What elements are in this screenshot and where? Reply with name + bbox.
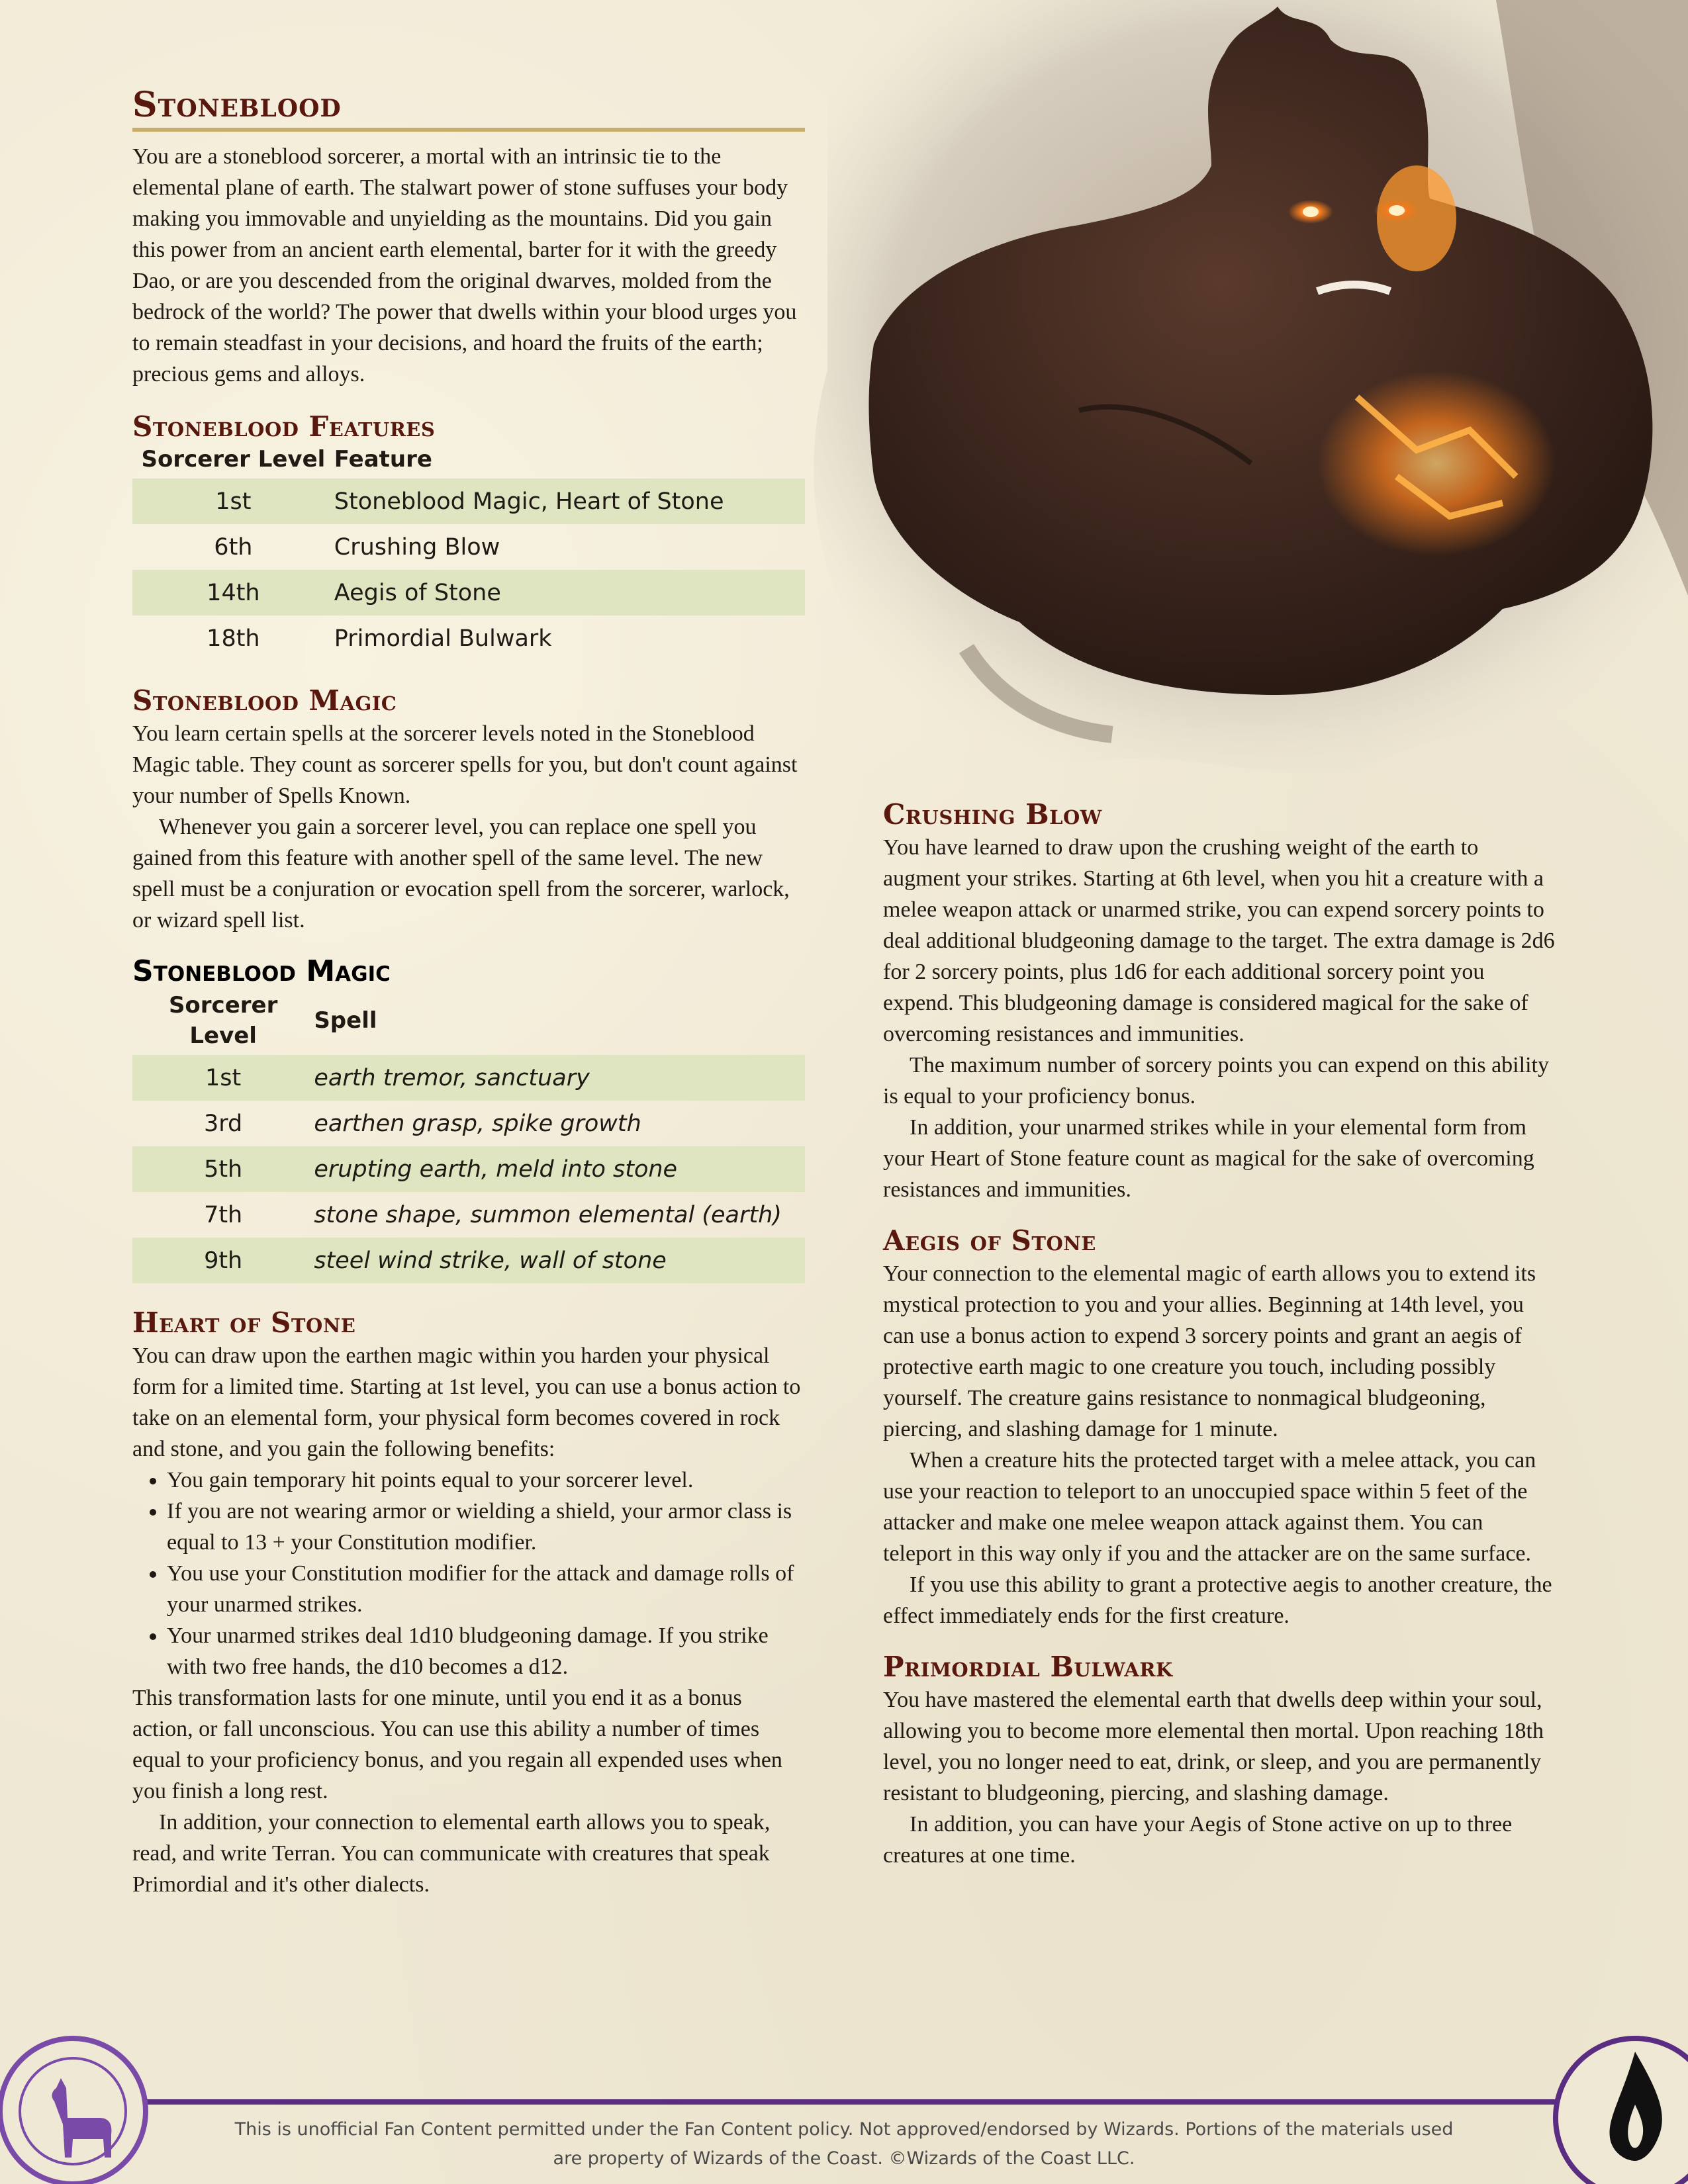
table-row — [132, 524, 805, 570]
page-title: Stoneblood — [132, 85, 342, 125]
footer-line-2: are property of Wizards of the Coast. ©Wizards of the Coast LLC. — [553, 2148, 1135, 2169]
features-col-level: Sorcerer Level — [141, 446, 326, 473]
list-item: • You use your Constitution modifier for the attack and damage rolls of your unarmed strikes. — [167, 1558, 805, 1620]
level-cell: 1st — [132, 1055, 314, 1101]
crushing-heading: Crushing Blow — [883, 798, 1102, 831]
level-cell: 14th — [132, 570, 334, 615]
bulwark-paragraph-2: In addition, you can have your Aegis of Stone active on up to three creatures at one time. — [883, 1812, 1513, 1868]
footer-line-1: This is unofficial Fan Content permitted under the Fan Content policy. Not approved/endorsed by Wizards. Portions of the materials used — [234, 2119, 1454, 2140]
spell-cell: erupting earth, meld into stone — [314, 1146, 805, 1192]
bulwark-paragraph-1: You have mastered the elemental earth that dwells deep within your soul, allowing you to become more elemental then mortal. Upon reaching 18th level, you no longer need to eat, drink, or sleep, and you are permanently resistant to bludgeoning, piercing, and slashing damage. — [883, 1688, 1544, 1805]
heart-paragraph-2: This transformation lasts for one minute, until you end it as a bonus action, or fall unconscious. You can use this ability a number of times equal to your proficiency bonus, and you regain all expended uses when you finish a long rest. — [132, 1686, 782, 1803]
table-row — [132, 1238, 805, 1283]
table-row — [132, 478, 805, 524]
spell-col-spell: Spell — [314, 1007, 377, 1034]
intro-paragraph: You are a stoneblood sorcerer, a mortal with an intrinsic tie to the elemental plane of earth. The stalwart power of stone suffuses your body making you immovable and unyielding as the mountains. Did you gain this power from an ancient earth elemental, barter for it with the greedy Dao, or are you descended from the original dwarves, molded from the bedrock of the world? The power that dwells within your blood urges you to remain steadfast in your decisions, and hoard the fruits of the earth; precious gems and alloys. — [132, 144, 797, 387]
aegis-paragraph-2: When a creature hits the protected target with a melee attack, you can use your reaction to teleport to an unoccupied space within 5 feet of the attacker and make one melee weapon attack against them. You can teleport in this way only if you and the attacker are on the same surface. — [883, 1448, 1536, 1566]
bulwark-heading: Primordial Bulwark — [883, 1651, 1173, 1683]
spell-cell: steel wind strike, wall of stone — [314, 1238, 805, 1283]
spell-cell: stone shape, summon elemental (earth) — [314, 1201, 782, 1228]
aegis-paragraph-3: If you use this ability to grant a protective aegis to another creature, the effect immediately ends for the first creature. — [883, 1572, 1552, 1628]
spell-cell: earthen grasp, spike growth — [314, 1110, 641, 1137]
right-column — [883, 797, 1556, 1871]
magic-heading: Stoneblood Magic — [132, 684, 397, 717]
heart-heading: Heart of Stone — [132, 1306, 356, 1339]
features-table — [132, 444, 805, 661]
table-row — [132, 615, 805, 661]
features-heading: Stoneblood Features — [132, 410, 436, 443]
flame-drop-icon — [1542, 2025, 1688, 2184]
level-cell: 6th — [214, 533, 253, 561]
spell-table-title: Stoneblood Magic — [132, 954, 391, 988]
level-cell: 9th — [132, 1238, 314, 1283]
table-row — [132, 1192, 805, 1238]
benefits-list — [132, 1465, 805, 1682]
table-row — [132, 1101, 805, 1146]
feature-cell: Aegis of Stone — [334, 570, 805, 615]
hero-illustration — [801, 0, 1688, 801]
aegis-heading: Aegis of Stone — [883, 1224, 1096, 1257]
magic-paragraph-1: You learn certain spells at the sorcerer levels noted in the Stoneblood Magic table. They count as sorcerer spells for you, but don't count against your number of Spells Known. — [132, 721, 798, 808]
crushing-paragraph-2: The maximum number of sorcery points you can expend on this ability is equal to your proficiency bonus. — [883, 1053, 1549, 1109]
spell-table — [132, 990, 805, 1283]
crushing-paragraph-3: In addition, your unarmed strikes while in your elemental form from your Heart of Stone feature count as magical for the sake of overcoming resistances and immunities. — [883, 1115, 1534, 1202]
level-cell: 18th — [207, 625, 260, 652]
level-cell: 5th — [132, 1146, 314, 1192]
title-rule — [132, 128, 805, 132]
feature-cell: Stoneblood Magic, Heart of Stone — [334, 478, 805, 524]
magic-paragraph-2: Whenever you gain a sorcerer level, you can replace one spell you gained from this feature with another spell of the same level. The new spell must be a conjuration or evocation spell from the sorcerer, warlock, or wizard spell list. — [132, 815, 790, 933]
heart-paragraph-1: You can draw upon the earthen magic within you harden your physical form for a limited time. Starting at 1st level, you can use a bonus action to take on an elemental form, your physical form becomes covered in rock and stone, and you gain the following benefits: — [132, 1343, 801, 1461]
spell-cell: earth tremor, sanctuary — [314, 1055, 805, 1101]
level-cell: 7th — [204, 1201, 243, 1228]
aegis-paragraph-1: Your connection to the elemental magic of earth allows you to extend its mystical protection to you and your allies. Beginning at 14th level, you can use a bonus action to expend 3 sorcery points and grant an aegis of protective earth magic to one creature you touch, including possibly yourself. The creature gains resistance to nonmagical bludgeoning, piercing, and slashing damage for 1 minute. — [883, 1261, 1536, 1441]
heart-paragraph-3: In addition, your connection to elemental earth allows you to speak, read, and write Terran. You can communicate with creatures that speak Primordial and it's other dialects. — [132, 1810, 771, 1897]
feature-cell: Primordial Bulwark — [334, 625, 552, 652]
list-item: • Your unarmed strikes deal 1d10 bludgeoning damage. If you strike with two free hands, the d10 becomes a d12. — [167, 1620, 805, 1682]
table-row — [132, 570, 805, 615]
list-item: • If you are not wearing armor or wielding a shield, your armor class is equal to 13 + your Constitution modifier. — [167, 1496, 805, 1558]
level-cell: 1st — [132, 478, 334, 524]
level-cell: 3rd — [204, 1110, 243, 1137]
crushing-paragraph-1: You have learned to draw upon the crushing weight of the earth to augment your strikes. Starting at 6th level, when you hit a creature with a melee weapon attack or unarmed strike, you can expend sorcery points to deal additional bludgeoning damage to the target. The extra damage is 2d6 for 2 sorcery points, plus 1d6 for each additional sorcery point you expend. This bludgeoning damage is considered magical for the sake of overcoming resistances and immunities. — [883, 835, 1555, 1046]
features-col-feature: Feature — [334, 446, 432, 473]
spell-col-level: Sorcerer Level — [168, 992, 278, 1049]
left-column — [132, 85, 805, 1900]
footer-rule — [0, 2099, 1688, 2105]
llama-stamp-icon — [0, 2025, 159, 2184]
list-item: • You gain temporary hit points equal to your sorcerer level. — [167, 1465, 805, 1496]
footer-legal — [199, 2115, 1489, 2173]
table-row — [132, 1146, 805, 1192]
table-row — [132, 1055, 805, 1101]
feature-cell: Crushing Blow — [334, 533, 500, 561]
